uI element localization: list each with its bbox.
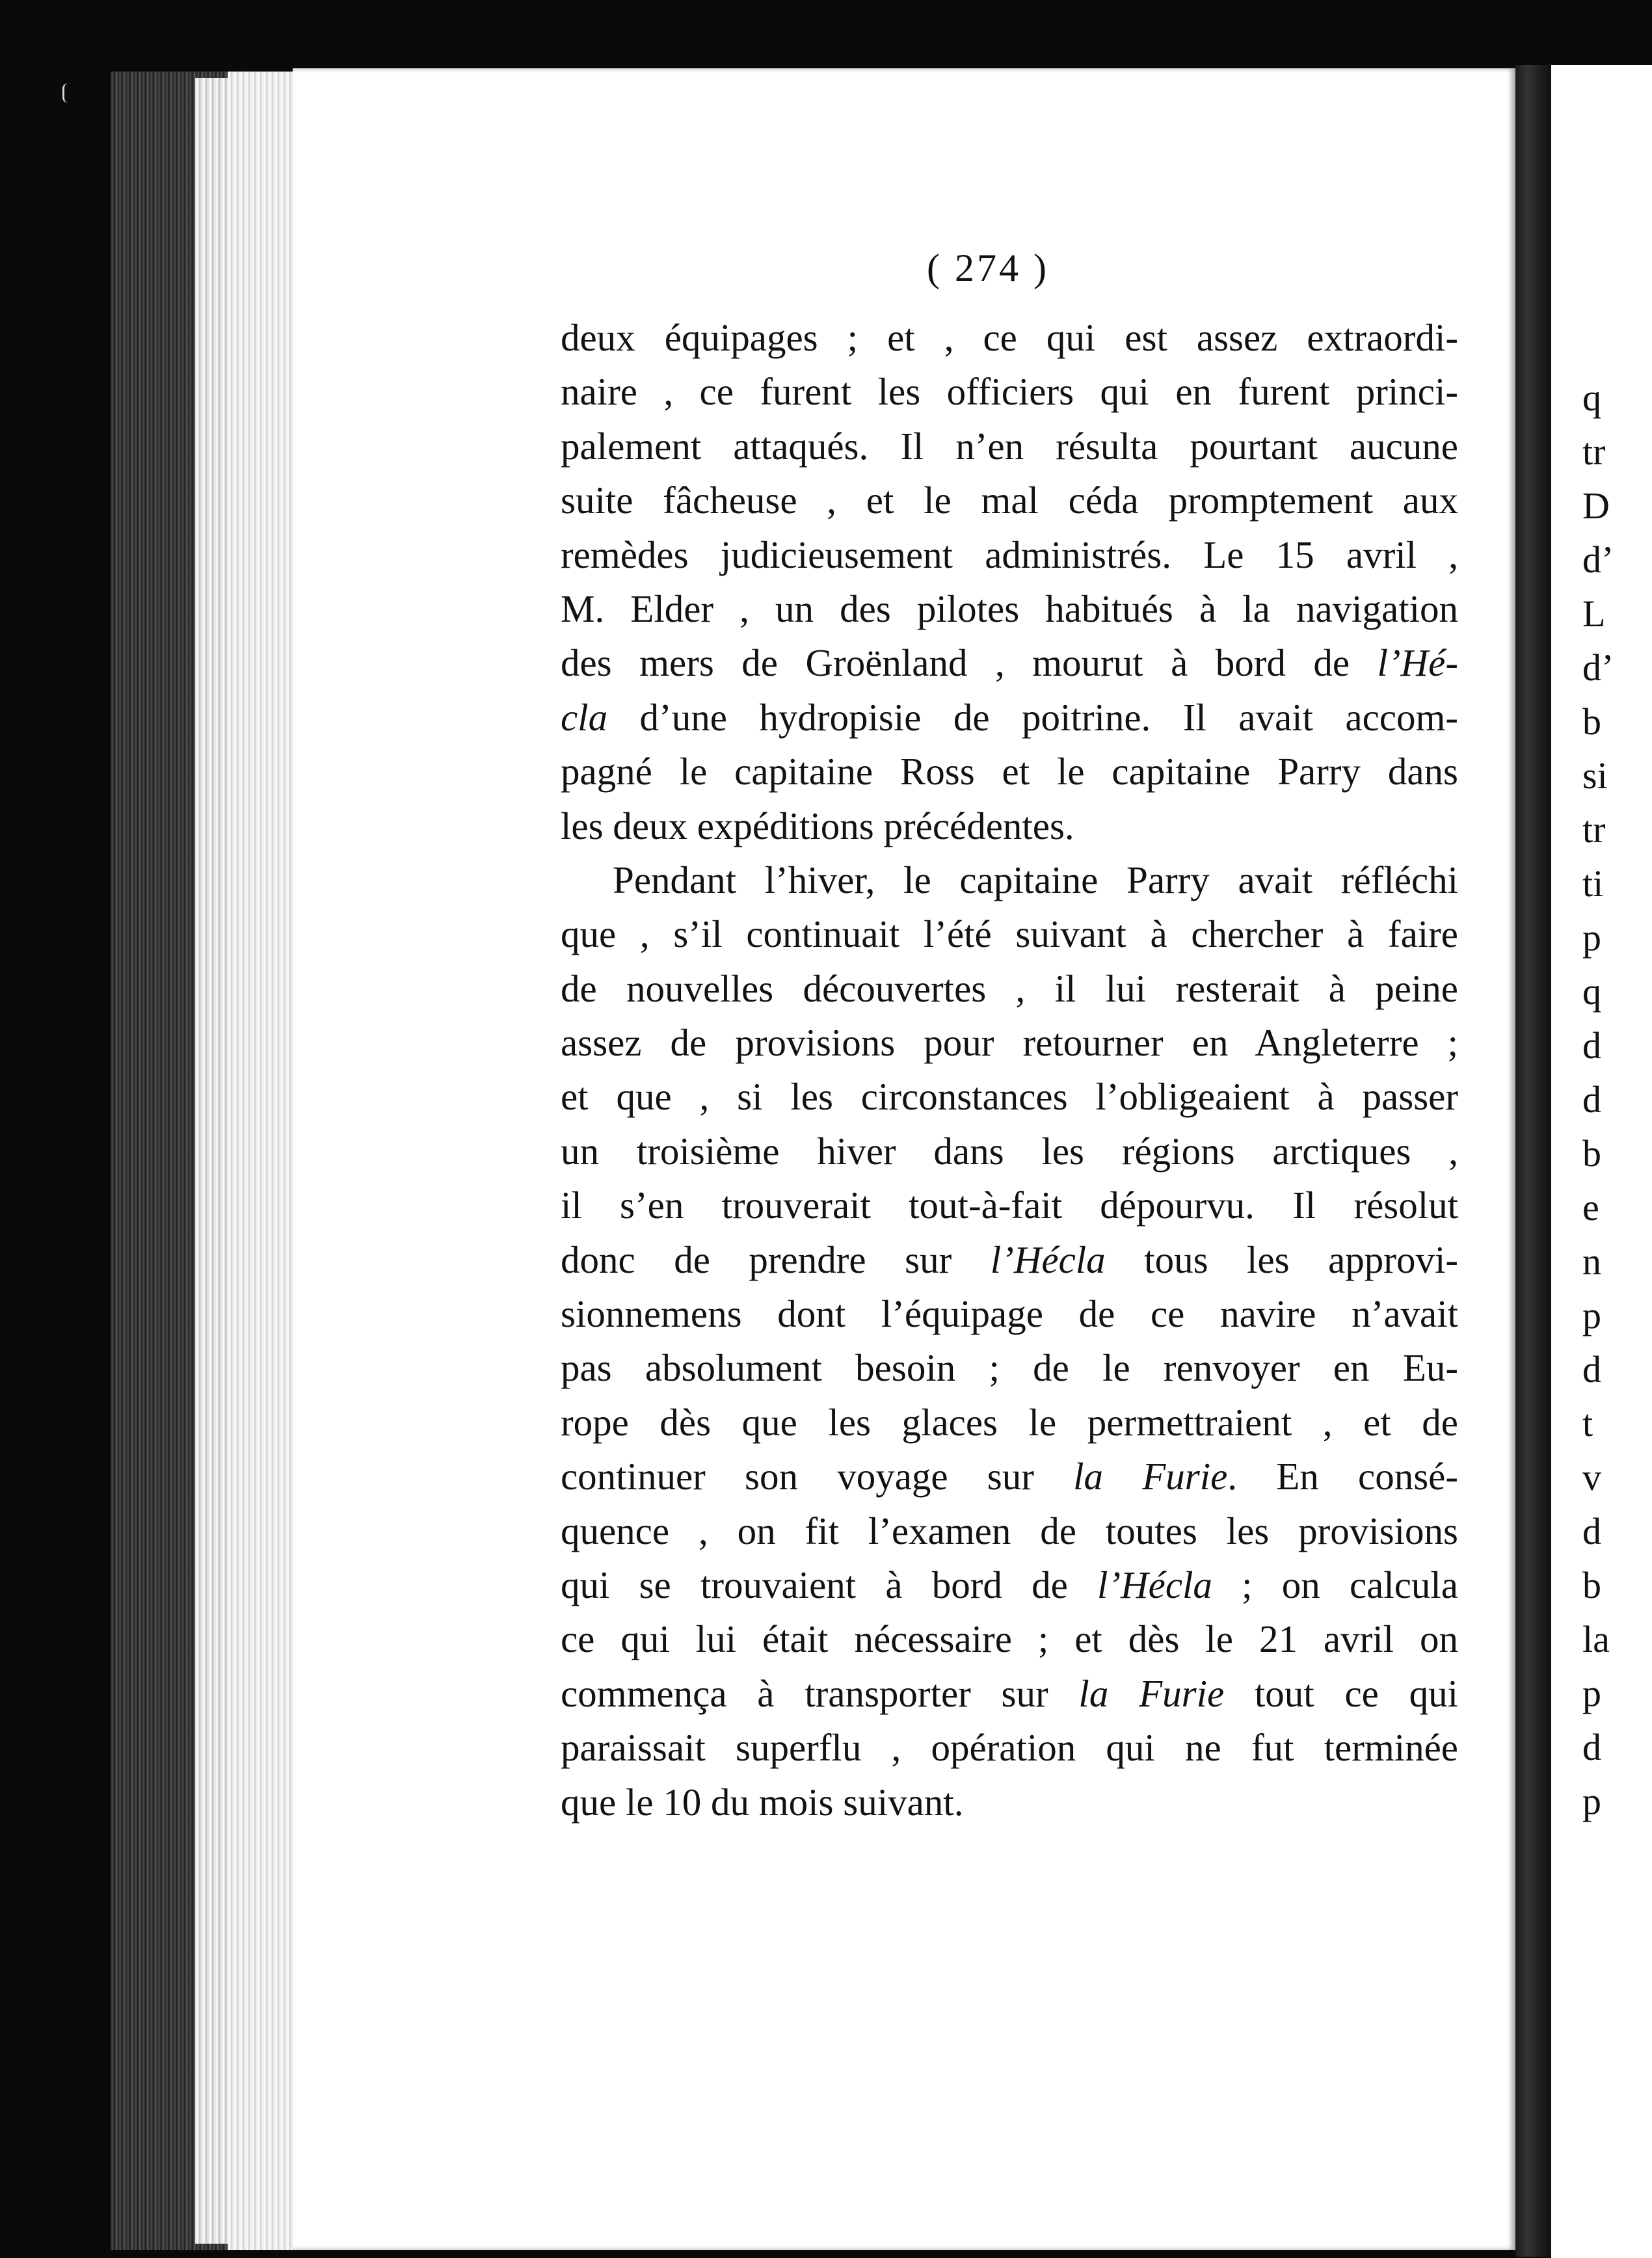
facing-line-start: tr (1582, 431, 1606, 473)
text-line: et que , si les circonstances l’obligeaient à passer (561, 1075, 1458, 1119)
facing-line-start: b (1582, 1564, 1601, 1606)
facing-line-start: p (1582, 1672, 1601, 1714)
text-line: paraissait superflu , opération qui ne fut terminée (561, 1726, 1458, 1770)
page-number: ( 274 ) (927, 246, 1049, 289)
facing-line-start: e (1582, 1186, 1599, 1229)
facing-line-start: d (1582, 1726, 1601, 1768)
text-line: de nouvelles découvertes , il lui resterait à peine (561, 966, 1458, 1010)
paragraph (561, 311, 1458, 853)
text-line: assez de provisions pour retourner en Angleterre ; (561, 1021, 1458, 1065)
facing-line-start: n (1582, 1240, 1601, 1282)
text-line: les deux expéditions précédentes. (561, 804, 1074, 847)
facing-line-start: b (1582, 700, 1601, 743)
text-line: des mers de Groënland , mourut à bord de l’Hé- (561, 641, 1458, 685)
facing-line-start: d (1582, 1510, 1601, 1552)
text-line: suite fâcheuse , et le mal céda promptement aux (561, 479, 1458, 522)
text-line: rope dès que les glaces le permettraient , et de (561, 1400, 1458, 1444)
facing-page (1551, 65, 1652, 2258)
text-line: sionnemens dont l’équipage de ce navire n’avait (561, 1292, 1458, 1336)
text-line: ce qui lui était nécessaire ; et dès le 21 avril on (561, 1617, 1458, 1661)
facing-line-start: d (1582, 1024, 1601, 1067)
text-line: deux équipages ; et , ce qui est assez extraordi- (561, 316, 1458, 359)
book-page-edges-inner (228, 72, 293, 2250)
text-line: pagné le capitaine Ross et le capitaine Parry dans (561, 750, 1458, 793)
text-line: qui se trouvaient à bord de l’Hécla ; on calcula (561, 1563, 1458, 1606)
text-line: commença à transporter sur la Furie tout ce qui (561, 1671, 1458, 1715)
facing-page-text (1582, 371, 1614, 1828)
text-line: naire , ce furent les officiers qui en furent princi- (561, 370, 1458, 414)
text-line: pas absolument besoin ; de le renvoyer en Eu- (561, 1346, 1458, 1390)
facing-line-start: p (1582, 1294, 1601, 1336)
facing-line-start: la (1582, 1618, 1610, 1660)
text-line: il s’en trouverait tout-à-fait dépourvu. Il résolut (561, 1184, 1458, 1227)
text-line: que le 10 du mois suivant. (561, 1780, 964, 1824)
facing-line-start: v (1582, 1456, 1601, 1498)
text-line: continuer son voyage sur la Furie. En consé- (561, 1455, 1458, 1498)
facing-line-start: tr (1582, 808, 1606, 851)
text-line: donc de prendre sur l’Hécla tous les approvi- (561, 1238, 1458, 1281)
book-spine-gutter (1515, 65, 1554, 2257)
scan-mark (62, 83, 73, 103)
facing-line-start: b (1582, 1132, 1601, 1175)
facing-line-start: q (1582, 970, 1601, 1013)
text-line: cla d’une hydropisie de poitrine. Il avait accom- (561, 695, 1458, 739)
text-line: remèdes judicieusement administrés. Le 15 avril , (561, 533, 1458, 576)
paragraph (561, 853, 1458, 1829)
facing-line-start: t (1582, 1402, 1593, 1444)
facing-line-start: d (1582, 1078, 1601, 1121)
text-line: Pendant l’hiver, le capitaine Parry avait réfléchi (613, 858, 1458, 901)
facing-line-start: D (1582, 485, 1610, 527)
facing-line-start: p (1582, 1780, 1601, 1822)
text-line: que , s’il continuait l’été suivant à chercher à faire (561, 912, 1458, 956)
text-line: un troisième hiver dans les régions arctiques , (561, 1129, 1458, 1173)
facing-line-start: si (1582, 754, 1608, 797)
text-line: quence , on fit l’examen de toutes les provisions (561, 1509, 1458, 1552)
facing-line-start: d’ (1582, 646, 1614, 689)
page-text (561, 311, 1458, 1829)
facing-line-start: d (1582, 1348, 1601, 1390)
facing-line-start: p (1582, 916, 1601, 959)
facing-line-start: d’ (1582, 538, 1614, 581)
facing-line-start: ti (1582, 862, 1604, 905)
facing-line-start: q (1582, 377, 1601, 419)
text-line: M. Elder , un des pilotes habitués à la navigation (561, 587, 1458, 630)
text-line: palement attaqués. Il n’en résulta pourtant aucune (561, 424, 1458, 468)
facing-line-start: L (1582, 592, 1606, 635)
